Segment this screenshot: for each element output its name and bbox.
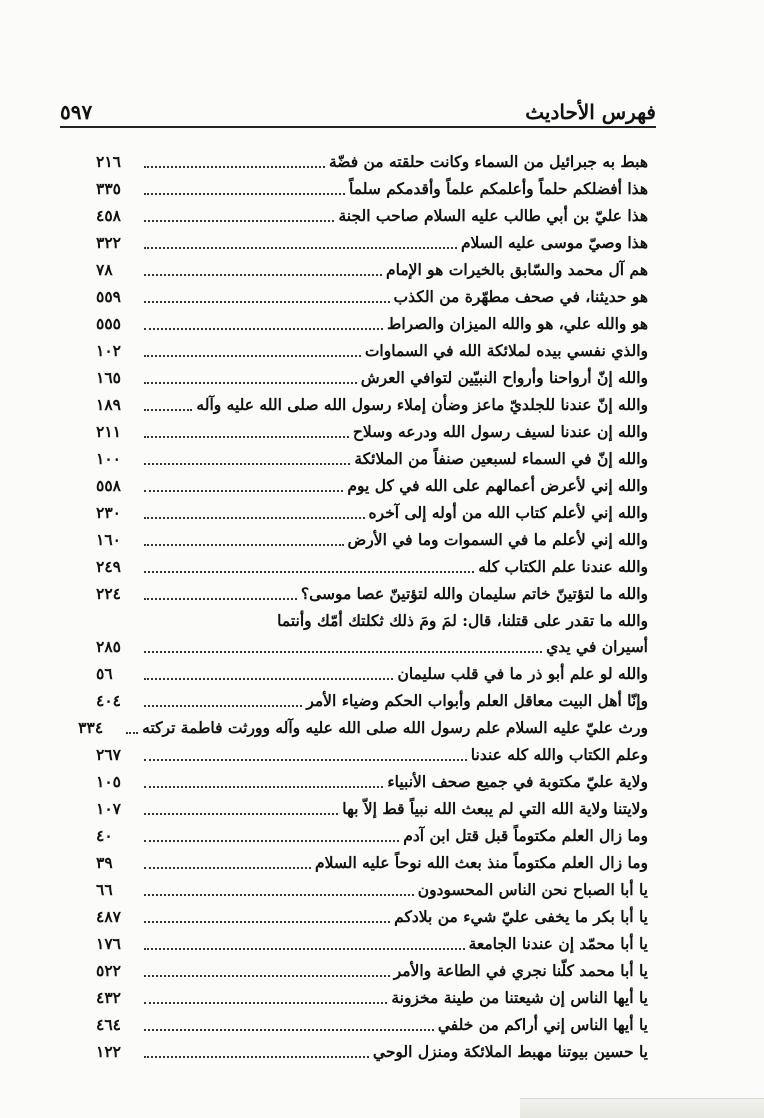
- entry-page-number: ١٨٩: [96, 395, 121, 414]
- index-entry: [96, 984, 648, 1011]
- index-entry: [96, 229, 648, 256]
- index-entry: [96, 687, 648, 714]
- entry-text: هو والله علي، هو والله الميزان والصراط: [386, 314, 648, 333]
- index-entry: [96, 580, 648, 607]
- entry-page-number: ١٠٥: [96, 772, 121, 791]
- dot-leader: [144, 409, 192, 411]
- entry-page-number: ٣٣٥: [96, 179, 121, 198]
- index-entry: [96, 607, 648, 660]
- dot-leader: [144, 274, 382, 276]
- entry-text: وعلم الكتاب والله كله عندنا: [470, 745, 648, 764]
- index-entry: [96, 526, 648, 553]
- page-title: فهرس الأحاديث: [525, 100, 656, 124]
- page-corner-fold: [520, 1098, 764, 1118]
- entry-text: هو حديثنا، في صحف مطهّرة من الكذب: [393, 287, 648, 306]
- index-entry: [78, 714, 648, 741]
- entry-page-number: ٢٤٩: [96, 557, 121, 576]
- entry-page-number: ٥٥٩: [96, 287, 121, 306]
- entry-page-number: ٥٥٨: [96, 476, 121, 495]
- index-entry: [96, 1038, 648, 1065]
- dot-leader: [144, 517, 365, 519]
- dot-leader: [144, 301, 390, 303]
- entry-text: هذا أفضلكم حلماً وأعلمكم علماً وأقدمكم سلماً: [349, 179, 648, 198]
- index-entry: [96, 499, 648, 526]
- dot-leader: [144, 1056, 369, 1058]
- index-entry: [96, 310, 648, 337]
- index-entry: [96, 256, 648, 283]
- index-entry: [96, 445, 648, 472]
- index-entry: [96, 876, 648, 903]
- index-entry: [96, 553, 648, 580]
- entry-text: والذي نفسي بيده لملائكة الله في السماوات: [364, 341, 648, 360]
- entry-page-number: ٦٦: [96, 880, 113, 899]
- dot-leader: [144, 193, 345, 195]
- dot-leader: [144, 705, 302, 707]
- entry-page-number: ٣٣٤: [78, 718, 104, 737]
- index-entry: [96, 849, 648, 876]
- dot-leader: [144, 759, 467, 761]
- entry-page-number: ١٠٠: [96, 449, 121, 468]
- entry-text: هم آل محمد والسّابق بالخيرات هو الإمام: [386, 260, 648, 279]
- entry-page-number: ٥٦: [96, 664, 113, 683]
- dot-leader: [144, 166, 325, 168]
- index-entry: [96, 391, 648, 418]
- entry-text: ولاية عليّ مكتوبة في جميع صحف الأنبياء: [387, 772, 648, 791]
- dot-leader: [144, 598, 297, 600]
- entry-text: يا حسين بيوتنا مهبط الملائكة ومنزل الوحي: [372, 1042, 648, 1061]
- entry-page-number: ٤٦٤: [96, 1015, 121, 1034]
- index-entry: [96, 957, 648, 984]
- dot-leader: [144, 544, 344, 546]
- dot-leader: [144, 894, 414, 896]
- dot-leader: [144, 220, 334, 222]
- index-entry: [96, 930, 648, 957]
- entry-page-number: ٤٣٢: [96, 988, 121, 1007]
- entry-text: والله ما تقدر على قتلنا، قال: لمَ ومَ ذلك ثكلتك أمّك وأنتما: [277, 610, 648, 630]
- index-entry: [96, 1011, 648, 1038]
- dot-leader: [144, 490, 343, 492]
- entry-text: والله لو علم أبو ذر ما في قلب سليمان: [397, 664, 648, 683]
- entry-text-continued: أسيران في يدي: [546, 637, 648, 656]
- entry-text: والله إني لأعلم كتاب الله من أوله إلى آخره: [368, 503, 648, 522]
- entry-text: هذا وصيّ موسى عليه السلام: [460, 233, 648, 252]
- entry-page-number: ٥٢٢: [96, 961, 121, 980]
- header-rule: [60, 126, 656, 128]
- dot-leader: [144, 813, 338, 815]
- entry-page-number: ٢١١: [96, 422, 121, 441]
- dot-leader: [144, 436, 349, 438]
- index-entry: [96, 202, 648, 229]
- dot-leader: [144, 1029, 434, 1031]
- entry-page-number: ٤٠: [96, 826, 113, 845]
- entry-text: والله إن عندنا لسيف رسول الله ودرعه وسلاح: [352, 422, 648, 441]
- entry-text: والله إني لأعلم ما في السموات وما في الأرض: [347, 530, 648, 549]
- entry-page-number: ٣٢٢: [96, 233, 121, 252]
- dot-leader: [126, 732, 138, 734]
- dot-leader: [144, 463, 350, 465]
- dot-leader: [144, 786, 383, 788]
- dot-leader: [144, 678, 393, 680]
- dot-leader: [144, 840, 399, 842]
- index-entry: [96, 660, 648, 687]
- dot-leader: [144, 948, 465, 950]
- entry-page-number: ٤٠٤: [96, 691, 121, 710]
- index-entry: [96, 741, 648, 768]
- entry-text: يا أيها الناس إن شيعتنا من طينة مخزونة: [391, 988, 648, 1007]
- entry-page-number: ٣٩: [96, 853, 113, 872]
- index-entry: [96, 283, 648, 310]
- entry-page-number: ٢٢٤: [96, 584, 121, 603]
- entry-text: والله إنّ أرواحنا وأرواح النبيّين لتوافي العرش: [360, 368, 648, 387]
- dot-leader: [144, 382, 357, 384]
- hadith-index-list: [78, 148, 648, 1065]
- entry-text: يا أيها الناس إني أراكم من خلفي: [437, 1015, 648, 1034]
- entry-page-number: ٢٦٧: [96, 745, 121, 764]
- entry-text: هذا عليّ بن أبي طالب عليه السلام صاحب الجنة: [338, 206, 648, 225]
- entry-text: وما زال العلم مكتوماً منذ بعث الله نوحاً عليه السلام: [315, 853, 648, 872]
- entry-text: والله ما لتؤتينّ خاتم سليمان والله لتؤتينّ عصا موسى؟: [300, 584, 648, 603]
- entry-page-number: ١٠٢: [96, 341, 121, 360]
- entry-page-number: ٧٨: [96, 260, 113, 279]
- entry-page-number: ١٧٦: [96, 934, 121, 953]
- index-entry: [96, 337, 648, 364]
- entry-page-number: ١٠٧: [96, 799, 121, 818]
- dot-leader: [144, 867, 311, 869]
- entry-page-number: ٥٥٥: [96, 314, 121, 333]
- index-entry: [96, 822, 648, 849]
- entry-text: والله إنّ عندنا للجلديّ ماعز وضأن إملاء رسول الله صلى الله عليه وآله: [196, 395, 648, 414]
- dot-leader: [144, 921, 390, 923]
- dot-leader: [144, 328, 383, 330]
- entry-page-number: ٢١٦: [96, 152, 121, 171]
- entry-text: يا أبا محمد كلّنا نجري في الطاعة والأمر: [393, 961, 648, 980]
- entry-page-number: ٤٨٧: [96, 907, 121, 926]
- dot-leader: [144, 1002, 387, 1004]
- dot-leader: [144, 355, 361, 357]
- entry-text: ورث عليّ عليه السلام علم رسول الله صلى الله عليه وآله وورثت فاطمة تركته: [142, 718, 648, 737]
- index-entry: [96, 768, 648, 795]
- entry-page-number: ٤٥٨: [96, 206, 121, 225]
- entry-page-number: ١٢٢: [96, 1042, 121, 1061]
- entry-page-number: ١٦٥: [96, 368, 121, 387]
- entry-text: والله عندنا علم الكتاب كله: [478, 557, 648, 576]
- dot-leader: [144, 247, 457, 249]
- page-header: [60, 84, 656, 124]
- index-entry: [96, 795, 648, 822]
- entry-text: والله إنّ في السماء لسبعين صنفاً من الملائكة: [354, 449, 648, 468]
- index-entry: [96, 175, 648, 202]
- index-entry: [96, 903, 648, 930]
- index-entry: [96, 364, 648, 391]
- entry-page-number: ٢٨٥: [96, 637, 121, 656]
- entry-text: والله إني لأعرض أعمالهم على الله في كل يوم: [347, 476, 648, 495]
- index-entry: [96, 418, 648, 445]
- index-entry: [96, 472, 648, 499]
- entry-text: هبط به جبرائيل من السماء وكانت حلقته من فضّة: [328, 152, 648, 171]
- index-entry: [96, 148, 648, 175]
- dot-leader: [144, 571, 474, 573]
- entry-text: يا أبا محمّد إن عندنا الجامعة: [468, 934, 648, 953]
- entry-text: يا أبا الصباح نحن الناس المحسودون: [417, 880, 648, 899]
- dot-leader: [144, 651, 542, 653]
- entry-text: وما زال العلم مكتوماً قبل قتل ابن آدم: [403, 826, 648, 845]
- dot-leader: [144, 975, 390, 977]
- entry-text: وإنّا أهل البيت معاقل العلم وأبواب الحكم وضياء الأمر: [306, 691, 648, 710]
- entry-page-number: ١٦٠: [96, 530, 121, 549]
- entry-text: يا أبا بكر ما يخفى عليّ شيء من بلادكم: [394, 907, 648, 926]
- entry-text: ولايتنا ولاية الله التي لم يبعث الله نبياً قط إلاّ بها: [342, 799, 648, 818]
- entry-page-number: ٢٣٠: [96, 503, 121, 522]
- page-number: ٥٩٧: [60, 100, 93, 124]
